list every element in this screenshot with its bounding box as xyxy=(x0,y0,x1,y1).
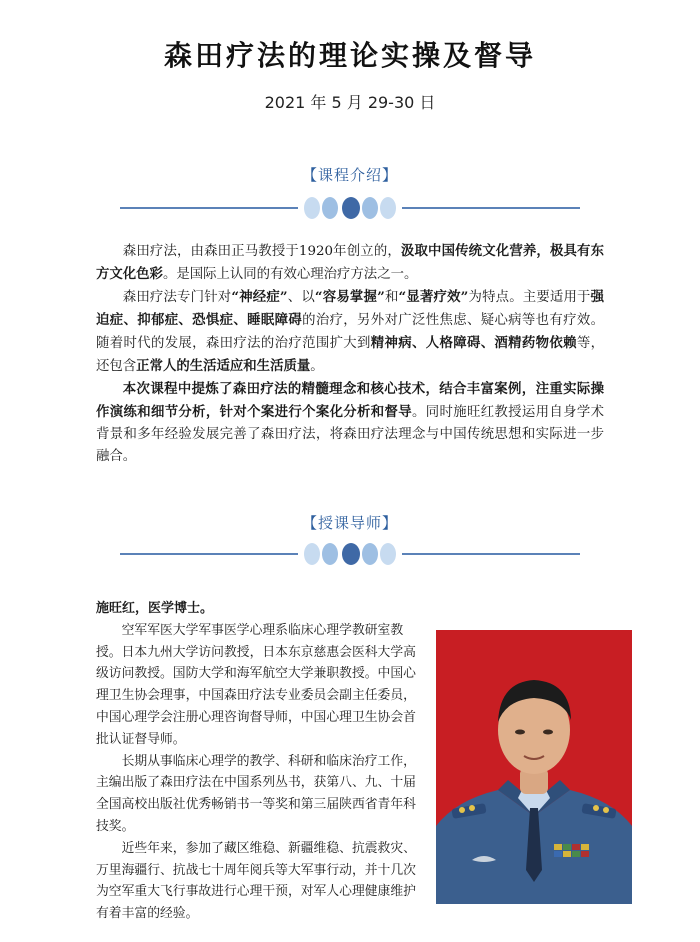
intro-paragraph: 本次课程中提炼了森田疗法的精髓理念和核心技术，结合丰富案例，注重实际操作演练和细节分析，针对个案进行个案化分析和督导。同时施旺红教授运用自身学术背景和多年经验发展完善了森田疗法，将森田疗法理念与中国传统思想和实际进一步融合。 xyxy=(96,381,604,464)
section-heading-course-intro: 【课程介绍】 xyxy=(301,166,398,184)
petal-ornament-icon xyxy=(304,196,396,220)
intro-paragraph: 森田疗法，由森田正马教授于1920年创立的，汲取中国传统文化营养，极具有东方文化色彩。是国际上认同的有效心理治疗方法之一。 xyxy=(96,243,605,282)
instructor-bio xyxy=(96,598,416,925)
instructor-photo xyxy=(436,630,632,904)
event-date: 2021 年 5 月 29-30 日 xyxy=(264,93,436,112)
section-divider xyxy=(120,542,580,566)
page-title: 森田疗法的理论实操及督导 xyxy=(163,39,536,72)
bio-paragraph: 空军军医大学军事医学心理系临床心理学教研室教授。日本九州大学访问教授，日本东京慈惠会医科大学高级访问教授。国防大学和海军航空大学兼职教授。中国心理卫生协会理事，中国森田疗法专业委员会副主任委员，中国心理学会注册心理咨询督导师，中国心理卫生协会首批认证督导师。 xyxy=(96,622,416,747)
course-intro-text xyxy=(96,240,604,468)
section-divider xyxy=(120,196,580,220)
petal-ornament-icon xyxy=(304,542,396,566)
section-heading-instructor: 【授课导师】 xyxy=(301,514,398,532)
instructor-name: 施旺红，医学博士。 xyxy=(96,601,214,616)
intro-paragraph: 森田疗法专门针对“神经症”、以“容易掌握”和“显著疗效”为特点。主要适用于强迫症、抑郁症、恐惧症、睡眠障碍的治疗，另外对广泛性焦虑、疑心病等也有疗效。随着时代的发展，森田疗法的治疗范围扩大到精神病、人格障碍、酒精药物依赖等，还包含正常人的生活适应和生活质量。 xyxy=(96,289,605,374)
portrait-illustration xyxy=(436,630,632,904)
bio-paragraph: 长期从事临床心理学的教学、科研和临床治疗工作，主编出版了森田疗法在中国系列丛书，获第八、九、十届全国高校出版社优秀畅销书一等奖和第三届陕西省青年科技奖。 xyxy=(96,753,416,834)
bio-paragraph: 近些年来，参加了藏区维稳、新疆维稳、抗震救灾、万里海疆行、抗战七十周年阅兵等大军事行动，并十几次为空军重大飞行事故进行心理干预，对军人心理健康维护有着丰富的经验。 xyxy=(96,840,416,922)
